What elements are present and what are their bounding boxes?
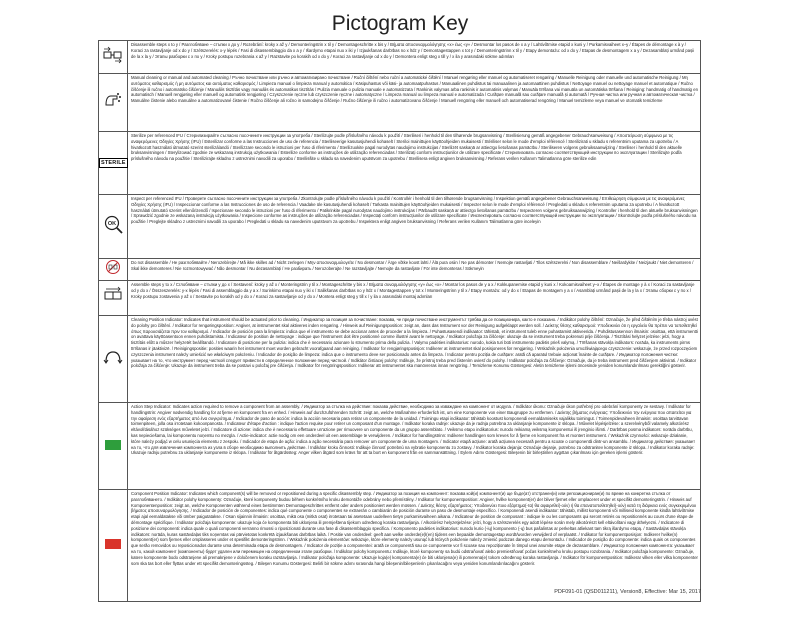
row-description: Inspect per referenced IFU / Проверете съгласно посочените инструкции за употреба / Zkontrolujte podle příslušného návodu k použití / Kontrollér i henhold til den tilhørende brugsanvisning / Inspektion gemäß angegebener Gebrauchsanweisung / Επιθεώρηση σύμφωνα με τις αναφερόμενες Οδηγίες Χρήσης (IFU) / Inspeccionar conforme a las Instrucciones de uso de referencia / Vaadake üle kasutusjuhendi kohaselt / Tarkasta mainittujen käyttöohjeiden mukaisesti / Inspecter selon le mode d'emploi référencé / Pregledati u skladu s referentnim uputama za upotrebu / A hivatkozott használati útmutató szerint ellenőrizendő / Ispezionare secondo le istruzioni per l'uso di riferimento / Patikrinkite pagal nurodytas naudojimo instrukcijas / Pārbaudīt saskaņā ar attiecīgo lietošanas pamācību / Inspecteren volgens gebruiksaanwijzing / Kontroller i henhold til den aktuelle bruksanvisningen / Sprawdzić zgodnie ze wskazaną instrukcją użytkowania / Inspecione conforme as instruções de utilização referenciadas / Inspectați conform instrucțiunilor de utilizare specificate / Инспектировать согласно соответствующей инструкции по эксплуатации / Skontrolujte podľa príslušného návodu na použitie / Preglejte skladno z ustreznimi navodili za uporabo / Pregledati u skladu sa navedenim uputstvom za upotrebu / Inspektera enligt angiven bruksanvisning / Referans verilen Kullanım Talimatlarına göre inceleyin [128,195,701,259]
assemble-steps-icon [102,286,124,311]
icon-cell [99,41,128,74]
table-row [99,316,701,403]
inspect-ok-icon [102,213,124,240]
do-not-disassemble-icon [104,259,122,280]
icon-cell [99,281,128,316]
table-row [99,41,701,74]
pictogram-table [98,40,701,602]
component-position-indicator-icon [105,536,121,554]
table-row [99,74,701,132]
row-description: Component Position Indicator: Indicates which component(s) will be removed or repositioned during a specific disassembly step. / Индикатор за позиция на компонент: показва кой(и) компонент(и) ще бъде(ат) отстранен(и) или репозициониран(и) по време на конкретна стъпка от разглобяването. / Indikátor polohy komponenty: Označuje, které komponenty budou během konkrétního kroku demontáže odebrány nebo přemístěny. / Indikator for komponentposition: Angiver, hvilke komponent(er) der bliver fjernet eller omplaceret under et specifikt demonteringstrin. / Hinweis auf Komponentenposition: zeigt an, welche Komponenten während eines bestimmten Demontageschrittes entfernt oder anders positioniert werden müssen. / Δείκτης θέσης εξαρτήματος: Υποδεικνύει ποιο εξάρτημα(-τα) θα αφαιρεθεί(-ούν) ή θα επανατοποθετηθεί(-ούν) κατά τη διάρκεια ενός συγκεκριμένου βήματος αποσυναρμολόγησης. / Indicador de posición de componentes: indica qué componente o componentes se extraerán o cambiarán de posición durante un paso de desmontaje específico. / Komponendi asendi indikaator: tähistab, millist komponenti või milliseid komponente kindla lahtivõtmise etapi ajal eemaldatakse või ümber paigutatakse. / Osan sijainnin ilmaisin: osoittaa, mikä osa (mitkä osat) irrotetaan tai asetetaan uudelleen tietyn purkamisvaiheen aikana. / Indicateur de position de composant : indique le ou les composants qui seront retirés ou repositionnés au cours d'une étape de démontage spécifique. / Indikator položaja komponente: ukazuje koja će komponenta biti uklonjena ili premještena tijekom određenog koraka rastavljanja. / Alkotórész helyzetjelzése: jelzi, hogy a szétszerelés egy adott lépése során mely alkotórészt kell eltávolítani vagy áthelyezni. / Indicatore di posizione dei componenti: indica quale o quali componenti verranno rimossi o riposizionati durante una fase di disassemblaggio specifica. / Komponento padėties indikatorius: nurodo kurio (-ių) komponento (-ų) bus pašalintas ar perkeltas atliekant tam tikrą išardymo etapą. / Sastāvdaļas stāvokļa indikators: norāda, kuras sastāvdaļas tiks noņemtas vai pārvietotas konkrētā izjaukšanas darbības laikā. / Positie van onderdeel: geeft aan welke onderde(e)l(en) tijdens een bepaalde demontagestap wordt/worden verwijderd of verplaatst. / Indikator for komponentposisjon: Indikerer hvilke(n) komponent(er) som fjernes eller omplasseres under et spesifikt demonteringstrinn. / Wskaźnik położenia elementów: wskazuje, które elementy należy usunąć lub których położenie należy zmienić podczas danego etapu demontażu. / Indicador de posição do componente: indica quais os componentes que serão removidos ou reposicionados durante uma determinada etapa de desmontagem. / Indicator de poziție a componentei: arată ce componentă sau ce componente vor fi scoase sau repoziționate în timpul unei anumite etape de dezasamblare. / Индикатор положения компонента: указывает на то, какой компонент (компоненты) будет удален или перемещен на определенном этапе разборки. / Indikátor polohy komponentu: Indikuje, ktoré komponenty sa budú odstraňovať alebo premiestňovať počas konkrétneho kroku postupu rozobrania. / Indikator položaja komponente: Označuje, katere komponente bodo odstranjene ali premaknjene v določenem koraku razstavljanja. / Indikator položaja komponente: Ukazuje koja(e) komponenta(e) će biti uklonjena(e) ili pomerena(e) tokom određenog koraka rastavljanja. / Indikator för komponentposition: Indikerar vilken eller vilka komponenter som ska tas bort eller flyttas under ett specifikt demonteringssteg. / Bileşen Konumu Göstergesi: Belirli bir sökme adımı sırasında hangi bileşenin/bileşenlerin çıkarılacağını veya yeniden konumlandırılacağını gösterir. [128,490,701,602]
row-description: Sterilize per referenced IFU / Стерилизирайте съгласно посочените инструкции за употреба / Sterilizujte podle příslušného návodu k použití / Steriliseri i henhold til den tilhørende brugsanvisning / Sterilisierung gemäß angegebener Gebrauchsanweisung / Αποστείρωση σύμφωνα με τις αναφερόμενες Οδηγίες Χρήσης (IFU) / Esterilizar conforme a las Instrucciones de uso de referencia / Steriliseerige kasutusjuhendi kohaselt / Steriloi mainittujen käyttöohjeiden mukaisesti / Stériliser selon le mode d'emploi référencé / Sterilizirati u skladu s referentnim uputama za upotrebu / A hivatkozott használati útmutató szerint sterilizálandó / Sterilizzare secondo le istruzioni per l'uso di riferimento / Sterilizuokite pagal nurodytas naudojimo instrukcijas / Sterilizēt saskaņā ar attiecīgo lietošanas pamācību / Steriliseren volgens gebruiksaanwijzing / Steriliser i henhold til den aktuelle bruksanvisningen / Sterylizować zgodnie ze wskazaną instrukcją użytkowania / Esterilize conforme as instruções de utilização referenciadas / Sterilizați conform instrucțiunilor de utilizare specificate / Стерилизовать согласно соответствующей инструкции по эксплуатации / Sterilizujte podľa príslušného návodu na použitie / Sterilizirajte skladno z ustreznimi navodili za uporabo / Sterilisšite u skladu sa navedenim uputstvom za upotrebu / Sterilisera enligt angiven bruksanvisning / Referans verilen Kullanım Talimatlarına göre sterilize edin [128,132,701,195]
inspect-ok-label: OK [107,221,117,227]
table-row [99,195,701,259]
table-row [99,259,701,281]
row-description: Assemble steps y to x / Сглобяване – стъпки y до x / Sestavení: kroky y až x / Monteringstrin y til x / Montageschritte y bis x / Βήματα συναρμολόγησης «y» έως «x» / Montar los pasos de y a x / Kokkupanemise etapid y kuni x / Kokoamisvaiheet y–x / Étapes de montage y à x / Koraci za sastavljanje od y do x / Összeszerelés: y-x lépés / Fasi di assemblaggio da y a x / Surinkimo etapai nuo y iki x / Salikšanas darbības no y līdz x / Montagestappen y tot x / Monteringstrinn y til x / Etapy montażu: od y do x / Etapas de montagem y a x / Asamblați urmând pașii de la y la x / Этапы сборки с y по x / Kroky postupu zostavenia y až x / Sestavite po korakih od y do x / Koraci za sastavljanje od y do x / Montera enligt steg y till x / y ila x arasındaki montaj adımları [128,281,701,316]
icon-cell [99,316,128,403]
table-row [99,281,701,316]
row-description: Action Step Indicator: Indicates action required to remove a component from an assembly. / Индикатор за стъпка на действие: показва действие, необходимо за изваждане на компонент от модула. / Indikátor úkonu: Označuje úkon potřebný pro odebrání komponenty ze sestavy. / Indikator for handlingstrin: Angiver nødvendig handling for at fjerne en komponent fra en enhed. / Hinweis auf durchzuführenden Schritt: zeigt an, welche Maßnahme erforderlich ist, um eine Komponente von einer Baugruppe zu entfernen. / Δείκτης βήματος ενέργειας: Υποδεικνύει την ενέργεια που απαιτείται για την αφαίρεση ενός εξαρτήματος από ένα συγκρότημα. / Indicador de paso de acción: indica la acción necesaria para retirar un componente de la unidad. / Toimingu etapi indikaator: tähistab koostust komponendi eemaldamiseks vajalikku toimingut. / Toimenpidevaiheen ilmaisin: osoittaa tarvittavan toimenpiteen, jolla osa irrotetaan kokoonpanosta. / Indicateur d'étape d'action : indique l'action requise pour retirer un composant d'un montage. / Indikator koraka radnje: ukazuje da je radnja potrebna za uklanjanje komponente iz sklopa. / Művelet lépésjelzése: a szerelvényből valamely alkotórész eltávolításához szükséges műveletet jelzi. / Indicatore di azione: indica che è necessario effettuare un'azione per rimuovere un componente da un gruppo assemblato. / Veiksmo etapo indikatorius: nurodo reikiamą veiksmą komponentui iš įrenginio išimti. / Darbības posma indikators: norāda darbību, kas nepieciešama, lai komponentu noņemtu no mezgla. / Actie-indicator: actie nodig om een onderdeel uit een assemblage te verwijderen. / Indikator for handlingstrinn: Indikerer handlingen som kreves for å fjerne en komponent fra et montert instrument. / Wskaźnik czynności: wskazuje działanie, które należy podjąć w celu usunięcia elementu z zespołu. / Indicador de etapa de ação: indica a ação necessária para remover um componente de uma montagem. / Indicator etapă acțiune: arată acțiunea necesară pentru a scoate o componentă dintr-un ansamblu. / Индикатор действия: указывает на то, что для извлечения компонента из узла в сборе необходимо выполнить действие. / Indikátor kroku činnosti: Indikuje činnosť potrebnú na vybratie komponentu zo zostavy. / Indikator koraka dejanja: Označuje dejanje, potrebno za odstranitev komponente iz sklopa. / Indikator koraka radnje: Ukazuje radnju potrebnu za uklanjanje komponente iz sklopa. / Indikator för åtgärdssteg: Anger vilken åtgärd som krävs för att ta bort en komponent från en sammansättning. / Eylem Adımı Göstergesi: Bileşenin bir birleştirilen aygıttan çıkarılması için gereken işlemi gösterir. [128,403,701,490]
page-title: Pictogram Key [331,12,469,35]
row-description: Do not disassemble / Не разглобявайте / Nerozebírejte / Må ikke skilles ad / Nicht zerlegen / Μην αποσυναρμολογείτε / No desmontar / Ärge võtke koost lahti / Älä pura osiin / Ne pas démonter / Nemojte rastavljati / Tilos szétszerelni / Non disassemblare / Neišardykite / Neizjaukt / Niet demonteren / Skal ikke demonteres / Nie rozmontowywać / Não desmontar / Nu dezasamblați / Не разбирать / Nerozoberajte / Ne razstavljajte / Nemojte da rastavljate / För inte demonteras / Sökmeyin [128,259,701,281]
manual-automated-cleaning-icon [102,90,124,115]
icon-cell [99,132,128,195]
action-step-indicator-icon [105,437,121,455]
row-description: Manual cleaning or manual and automated cleaning / Ръчно почистване или ръчно и автоматизирано почистване / Ruční čištění nebo ruční a automatické čištění / Manuel rengøring eller manuel og automatiseret rengøring / Manuelle Reinigung oder manuelle und automatische Reinigung / Μη αυτόματος καθαρισμός ή μη αυτόματος και αυτόματος καθαρισμός / Limpieza manual o limpieza manual y automática / Käsipuhastus või käsi- ja automaatpuhastus / Manuaalinen puhdistus tai manuaalinen ja automaattinen puhdistus / Nettoyage manuel ou nettoyage manuel et automatique / Ručno čišćenje ili ručno i automatsko čišćenje / Manuális tisztítás vagy manuális és automatikus tisztítás / Pulizia manuale o pulizia manuale e automatizzata / Rankinis valymas arba rankinis ir automatinis valymas / Manuāla tīrīšana vai manuāla un automātiska tīrīšana / Reiniging: handmatig of handmatig en automatisch / Manuell rengjøring eller manuell og automatisk rengjøring / Czyszczenie ręczne lub czyszczenie ręczne i automatyczne / Limpeza manual ou limpeza manual e automatizada / Curățare manuală sau curățare manuală și automată / Ручная чистка или ручная и автоматическая чистка / Manuálne čistenie alebo manuálne a automatizované čistenie / Ročno čiščenje ali ročno in samodejno čiščenje / Ručno čišćenje ili ručno i automatizovano čišćenje / Manuell rengöring eller manuell och automatiserad rengöring / Manuel temizleme veya manuel ve otomatik temizleme [128,74,701,132]
table-row [99,403,701,490]
disassemble-steps-icon [102,45,124,70]
icon-cell [99,403,128,490]
icon-cell [99,195,128,259]
icon-cell [99,74,128,132]
cleaning-position-indicator-icon [102,348,124,371]
sterile-icon: STERILE [101,159,126,166]
table-row [99,132,701,195]
icon-cell [99,490,128,602]
icon-cell [99,259,128,281]
row-description: Disassemble steps x to y / Разглобяване – стъпки x до y / Rozebrání: kroky x až y / Demonteringstrin x til y / Demontageschritte x bis y / Βήματα αποσυναρμολόγησης «x» έως «y» / Desmontar los pasos de x a y / Lahtivõtmise etapid x kuni y / Purkamisvaiheet x–y / Étapes de démontage x à y / Koraci za rastavljanje od x do y / Szétszerelés: x-y lépés / Fasi di disassemblaggio da x a y / Išardymo etapai nuo x iki y / Izjaukšanas darbības no x līdz y / Demontagestappen x tot y / Demonteringstrinn x til y / Etapy demontażu: od x do y / Etapas de desmontagem x a y / Dezasamblați urmând pașii de la x la y / Этапы разборки с x по y / Kroky postupu rozebrania x až y / Razstavite po korakih od x do y / Koraci za rastavljanje od x do y / Demontera enligt steg x till y / x ila y arasındaki sökme adımları [128,41,701,74]
table-row [99,490,701,602]
row-description: Cleaning Position Indicator: Indicates that instrument should be actuated prior to cleaning. / Индикатор за позиция за почистване: показва, че преди почистване инструментът трябва да се позиционира, както е показано. / Indikátor polohy čištění: Označuje, že před čištěním je třeba nástroj uvést do polohy pro čištění. / Indikator for rengøringsposition: Angiver, at instrumentet skal aktiveres inden rengøring. / Hinweis auf Reinigungsposition: zeigt an, dass das Instrument vor der Reinigung aufgeklappt werden soll. / Δείκτης θέσης καθαρισμού: Υποδεικνύει ότι η εργαλείο θα πρέπει να τοποθετηθεί όπως παρουσιάζεται πριν τον καθαρισμό. / Indicador de posición para la limpieza: indica que el instrumento se debe accionar antes de proceder a la limpieza. / Puhastusasendi indikaator: tähistab, et instrument tuleb enne puhastamist aktiveerida. / Puhdistusasennon ilmaisin: osoittaa, että instrumentti on avattava käyttöasentoon ennen puhdistamista. / Indicateur de position de nettoyage : indique que l'instrument doit être positionné comme illustré avant le nettoyage. / Indikator položaja za čišćenje: ukazuje da se instrument treba pokrenuti prije čišćenja. / Tisztítási helyzet jelzése: jelzi, hogy a tisztítás előtt a műszer helyzetét beállítandó. / Indicatore di posizione per la pulizia: indica che è necessario azionare lo strumento prima della pulizia. / Valymo padėties indikatorius: nurodo, kokia turi būti instrumento padėtis prieš valymą. / Tīrīšanas stāvokļa indikators: norāda, ka instruments pirms tīrīšanas ir jāaktivizē. / Reinigingspositie: posities waarin het instrument moet worden gebracht voorafgaand aan reiniging. / Indikator for rengjøringsposisjon: Indikerer at instrumentet skal posisjoneres før rengjøring. / Wskaźnik położenia umożliwiającego czyszczenie: wskazuje, że przed rozpoczęciem czyszczenia instrument należy umieścić we właściwym położeniu. / Indicador de posição de limpeza: indica que o instrumento deve ser posicionado antes da limpeza. / Indicator pentru poziția de curățare: arată că aparatul trebuie acționat înainte de curățare. / Индикатор положения чистки: указывает на то, что инструмент перед чисткой следует привести в определенное положение перед чисткой. / Indikátor čistiacej polohy: Indikuje, že prístroj treba pred čistením uviesť do polohy. / Indikator položaja za čiščenje: Označuje, da je treba instrument pred čiščenjem aktivirati. / Indikator položaja za čišćenje: Ukazuje da instrument treba da se postavi u položaj pre čišćenja. / Indikator för rengöringsposition: Indikerar att instrumentet ska manövreras innan rengöring. / Temizleme Konumu Göstergesi: Aletin temizleme işlemi öncesinde yeniden konumlandırılması gerektiğini gösterir. [128,316,701,403]
document-footer: PDF091-01 (QSD011211), Version8, Effective: Mar 15, 2017 [554,589,701,595]
